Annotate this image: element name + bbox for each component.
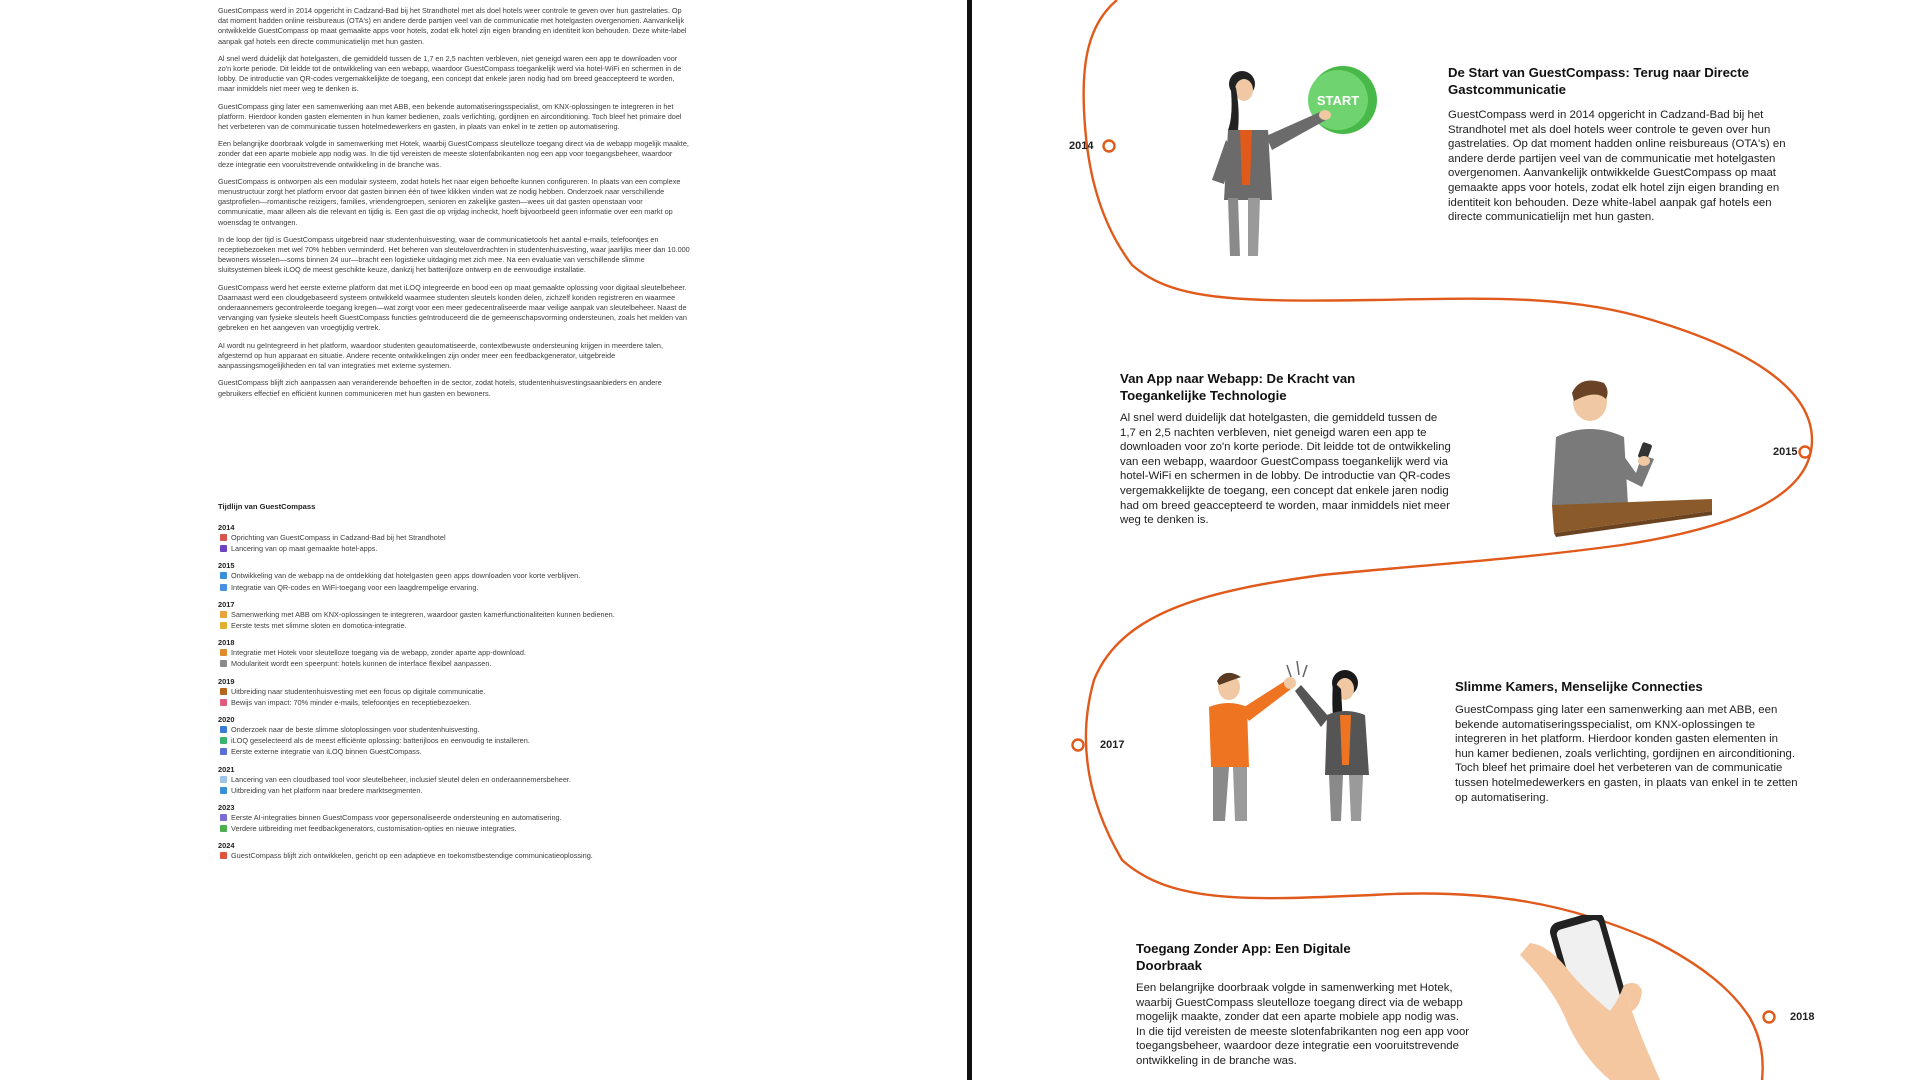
year-label-2017: 2017 bbox=[1100, 739, 1125, 751]
bar-chart-icon bbox=[220, 825, 227, 832]
section-body-2018: Een belangrijke doorbraak volgde in samenwerking met Hotek, waarbij GuestCompass sleutelloze toegang direct via de webapp mogelijk maakte, zonder dat een aparte mobiele app nodig was. In die tijd vereisten de meeste slotenfabrikanten nog een app voor toegangsbeheer, waardoor deze integratie een vooruitstrevende ontwikkeling in de branche was. bbox=[1136, 982, 1470, 1067]
paragraph: In de loop der tijd is GuestCompass uitgebreid naar studentenhuisvesting, waar de communicatietools het aantal e-mails, telefoontjes en receptiebezoeken met wel 70% hebben verminderd. Het beheren van sleuteloverdrachten in studentenhuisvesting, waar jaarlijks meer dan 10.000 bewoners wisselen—soms binnen 24 uur—bracht een logistieke uitdaging met zich mee. Na een evaluatie van verschillende slimme sluitsystemen bleek iLOQ de meest geschikte keuze, dankzij het batterijloze ontwerp en de eenvoudige installatie. bbox=[218, 234, 690, 275]
handshake-icon bbox=[220, 611, 227, 618]
paragraph: Al snel werd duidelijk dat hotelgasten, die gemiddeld tussen de 1,7 en 2,5 nachten verbleven, niet geneigd waren een app te downloaden voor zo'n korte periode. Dit leidde tot de ontwikkeling van een webapp, waardoor GuestCompass toegankelijk werd via hotel-WiFi en schermen in de lobby. De introductie van QR-codes vergemakkelijkte de toegang, een concept dat enkele jaren nodig had om breed geaccepteerd te worden, maar inmiddels niet meer weg te denken is. bbox=[218, 53, 682, 94]
paragraph: GuestCompass blijft zich aanpassen aan veranderende behoeften in de sector, zodat hotels, studentenhuisvestingsaanbieders en andere gebruikers effectief en efficiënt kunnen communiceren met hun gasten en bewoners. bbox=[218, 378, 662, 398]
timeline-item-text: Lancering van een cloudbased tool voor sleutelbeheer, inclusief sleutel delen en onderaannemersbeheer. bbox=[231, 774, 571, 784]
paragraph: GuestCompass werd het eerste externe platform dat met iLOQ integreerde en bood een op maat gemaakte oplossing voor digitaal sleutelbeheer. Daarnaast werd een cloudgebaseerd systeem ontwikkeld waarmee studenten sleutels konden delen, zichzelf konden registreren en waarmee onderaannemers gecontroleerde toegang kregen—wat zorgt voor een meer gedecentraliseerde maar veilige aanpak van sleutelbeheer. Naast de vervanging van fysieke sleutels heeft GuestCompass functies geïntroduceerd die de gemeenschapsvorming ondersteunen, zoals het melden van gebreken en het aangeven van vroegtijdig vertrek. bbox=[218, 282, 687, 333]
timeline-item bbox=[218, 609, 738, 620]
timeline-year: 2024 bbox=[218, 841, 235, 851]
timeline-item-text: Integratie met Hotek voor sleutelloze toegang via de webapp, zonder aparte app-download. bbox=[231, 648, 526, 658]
timeline-item-text: Eerste tests met slimme sloten en domotica-integratie. bbox=[231, 621, 407, 631]
timeline-items bbox=[218, 523, 738, 862]
timeline-item-text: iLOQ geselecteerd als de meest efficiënte oplossing: batterijloos en eenvoudig te installeren. bbox=[231, 736, 530, 746]
timeline-item-text: Onderzoek naar de beste slimme slotoplossingen voor studentenhuisvesting. bbox=[231, 725, 480, 735]
globe-icon bbox=[220, 572, 227, 579]
paragraph: GuestCompass ging later een samenwerking aan met ABB, een bekende automatiseringsspecialist, om KNX-oplossingen te integreren in het platform. Hierdoor konden gasten elementen in hun kamer bedienen, zoals verlichting, gordijnen en airconditioning. Toch bleef het primaire doel het verbeteren van de communicatie tussen hotelmedewerkers en gasten, in plaats van enkel in te zetten op automatisering. bbox=[218, 101, 682, 132]
timeline-year: 2021 bbox=[218, 764, 235, 774]
phone-icon bbox=[220, 545, 227, 552]
timeline-item bbox=[218, 812, 738, 823]
timeline-item bbox=[218, 746, 738, 757]
timeline-item-text: Uitbreiding van het platform naar bredere marktsegmenten. bbox=[231, 785, 423, 795]
timeline-item bbox=[218, 724, 738, 735]
timeline-item bbox=[218, 686, 738, 697]
section-body-2014: GuestCompass werd in 2014 opgericht in Cadzand-Bad bij het Strandhotel met als doel hotels weer controle te geven over hun gastrelaties. Op dat moment hadden online reisbureaus (OTA's) en andere derde partijen veel van de communicatie met hotelgasten overgenomen. Aanvankelijk ontwikkelde GuestCompass op maat gemaakte apps voor hotels, zodat elk hotel zijn eigen branding en identiteit kon behouden. Deze white-label aanpak gaf hotels een directe communicatielijn met hun gasten. bbox=[1448, 109, 1786, 224]
key-icon bbox=[220, 622, 227, 629]
timeline-year: 2020 bbox=[218, 715, 235, 725]
chart-down-icon bbox=[220, 699, 227, 706]
section-title-2017: Slimme Kamers, Menselijke Connecties bbox=[1455, 679, 1703, 694]
year-label-2014: 2014 bbox=[1069, 140, 1094, 152]
timeline-item bbox=[218, 823, 738, 834]
timeline-item bbox=[218, 582, 738, 593]
paragraph: GuestCompass werd in 2014 opgericht in Cadzand-Bad bij het Strandhotel met als doel hotels weer controle te geven over hun gastrelaties. Op dat moment hadden online reisbureaus (OTA's) en andere derde partijen veel van de communicatie met hotelgasten overgenomen. Aanvankelijk ontwikkelde GuestCompass op maat gemaakte apps voor hotels, zodat elk hotel zijn eigen branding en identiteit kon behouden. Deze white-label aanpak gaf hotels een directe communicatielijn met hun gasten. bbox=[218, 6, 687, 46]
timeline-item-text: GuestCompass blijft zich ontwikkelen, gericht op een adaptieve en toekomstbestendige communicatieoplossing. bbox=[231, 851, 593, 861]
timeline-item-text: Verdere uitbreiding met feedbackgenerators, customisation-opties en nieuwe integraties. bbox=[231, 824, 517, 834]
timeline-item-text: Uitbreiding naar studentenhuisvesting met een focus op digitale communicatie. bbox=[231, 686, 486, 696]
globe-icon bbox=[220, 787, 227, 794]
timeline-item-text: Ontwikkeling van de webapp na de ontdekking dat hotelgasten geen apps downloaden voor korte verblijven. bbox=[231, 571, 581, 581]
phone-in-hand-illustration bbox=[1520, 915, 1690, 1080]
webapp-user-illustration bbox=[1512, 375, 1712, 540]
document-body bbox=[218, 6, 690, 406]
pin-icon bbox=[220, 534, 227, 541]
link-icon bbox=[220, 748, 227, 755]
timeline-item-text: Eerste AI-integraties binnen GuestCompass voor gepersonaliseerde ondersteuning en automatisering. bbox=[231, 813, 562, 823]
timeline-item bbox=[218, 735, 738, 746]
rocket-icon bbox=[220, 852, 227, 859]
year-label-2018: 2018 bbox=[1790, 1011, 1815, 1023]
timeline-item bbox=[218, 774, 738, 785]
section-title-2018: Toegang Zonder App: Een Digitale Doorbraak bbox=[1136, 941, 1351, 973]
tools-icon bbox=[220, 660, 227, 667]
timeline-item-text: Eerste externe integratie van iLOQ binnen GuestCompass. bbox=[231, 747, 422, 757]
timeline-item-text: Modulariteit wordt een speerpunt: hotels kunnen de interface flexibel aanpassen. bbox=[231, 659, 492, 669]
timeline-year: 2018 bbox=[218, 638, 235, 648]
year-label-2015: 2015 bbox=[1773, 446, 1798, 458]
paragraph: GuestCompass is ontworpen als een modulair systeem, zodat hotels het naar eigen behoefte kunnen configureren. In plaats van een complexe menustructuur zorgt het platform ervoor dat gasten binnen één of twee klikken vinden wat ze nodig hebben. Onderzoek naar verschillende gastprofielen—romantische reizigers, families, vriendengroepen, senioren en zakelijke gasten—wees uit dat gasten openstaan voor communicatie, maar alleen als die relevant en tijdig is. Een gast die op vrijdag incheckt, hoeft bijvoorbeeld geen informatie over een markt op woensdag te ontvangen. bbox=[218, 176, 681, 227]
timeline-year: 2019 bbox=[218, 676, 235, 686]
timeline-item bbox=[218, 658, 738, 669]
paragraph: Een belangrijke doorbraak volgde in samenwerking met Hotek, waarbij GuestCompass sleutelloze toegang direct via de webapp mogelijk maakte, zonder dat een aparte mobiele app nodig was. In die tijd vereisten de meeste slotenfabrikanten nog een app voor toegangsbeheer, waardoor deze integratie een vooruitstrevende ontwikkeling in de branche was. bbox=[218, 139, 689, 169]
timeline-title: Tijdlijn van GuestCompass bbox=[218, 502, 316, 511]
timeline-year: 2014 bbox=[218, 523, 235, 532]
start-button-illustration bbox=[1180, 60, 1380, 260]
robot-icon bbox=[220, 814, 227, 821]
magnifier-icon bbox=[220, 726, 227, 733]
timeline-item bbox=[218, 785, 738, 796]
timeline-item-text: Integratie van QR-codes en WiFi-toegang voor een laagdrempelige ervaring. bbox=[231, 582, 479, 592]
timeline-item bbox=[218, 850, 738, 861]
timeline-item-text: Samenwerking met ABB om KNX-oplossingen te integreren, waardoor gasten kamerfunctionaliteiten kunnen bedienen. bbox=[231, 609, 615, 619]
high-five-illustration bbox=[1195, 655, 1395, 825]
timeline-item bbox=[218, 697, 738, 708]
section-body-2017: GuestCompass ging later een samenwerking aan met ABB, een bekende automatiseringsspecialist, om KNX-oplossingen te integreren in het platform. Hierdoor konden gasten elementen in hun kamer bedienen, zoals verlichting, gordijnen en airconditioning. Toch bleef het primaire doel het verbeteren van de communicatie tussen hotelmedewerkers en gasten, in plaats van enkel in te zetten op automatisering. bbox=[1455, 704, 1798, 804]
section-body-2015: Al snel werd duidelijk dat hotelgasten, die gemiddeld tussen de 1,7 en 2,5 nachten verbleven, niet geneigd waren een app te downloaden voor zo'n korte periode. Dit leidde tot de ontwikkeling van een webapp, waardoor GuestCompass toegankelijk werd via hotel-WiFi en schermen in de lobby. De introductie van QR-codes vergemakkelijkte de toegang, een concept dat enkele jaren nodig had om breed geaccepteerd te worden, maar inmiddels niet meer weg te denken is. bbox=[1120, 412, 1451, 527]
timeline-item bbox=[218, 543, 738, 554]
infographic-pane[interactable] bbox=[972, 0, 1920, 1080]
lock-icon bbox=[220, 649, 227, 656]
paragraph: AI wordt nu geïntegreerd in het platform, waardoor studenten geautomatiseerde, contextbewuste ondersteuning krijgen in meerdere talen, afgestemd op hun apparaat en situatie. Andere recente ontwikkelingen zijn onder meer een feedbackgenerator, uitgebreide aanpassingsmogelijkheden en tal van integraties met externe systemen. bbox=[218, 340, 663, 371]
timeline-year: 2017 bbox=[218, 599, 235, 609]
timeline-list bbox=[218, 502, 738, 862]
check-icon bbox=[220, 737, 227, 744]
section-title-2015: Van App naar Webapp: De Kracht van Toegankelijke Technologie bbox=[1120, 371, 1356, 403]
qr-icon bbox=[220, 584, 227, 591]
school-icon bbox=[220, 688, 227, 695]
timeline-item-text: Lancering van op maat gemaakte hotel-apps. bbox=[231, 544, 378, 554]
timeline-item bbox=[218, 647, 738, 658]
timeline-year: 2015 bbox=[218, 561, 235, 571]
start-label: START bbox=[1316, 93, 1360, 108]
cloud-icon bbox=[220, 776, 227, 783]
timeline-item bbox=[218, 570, 738, 581]
timeline-year: 2023 bbox=[218, 803, 235, 813]
timeline-item bbox=[218, 620, 738, 631]
section-title-2014: De Start van GuestCompass: Terug naar Directe Gastcommunicatie bbox=[1448, 65, 1749, 97]
timeline-item-text: Bewijs van impact: 70% minder e-mails, telefoontjes en receptiebezoeken. bbox=[231, 697, 472, 707]
timeline-item bbox=[218, 532, 738, 543]
timeline-item-text: Oprichting van GuestCompass in Cadzand-Bad bij het Strandhotel bbox=[231, 533, 446, 542]
